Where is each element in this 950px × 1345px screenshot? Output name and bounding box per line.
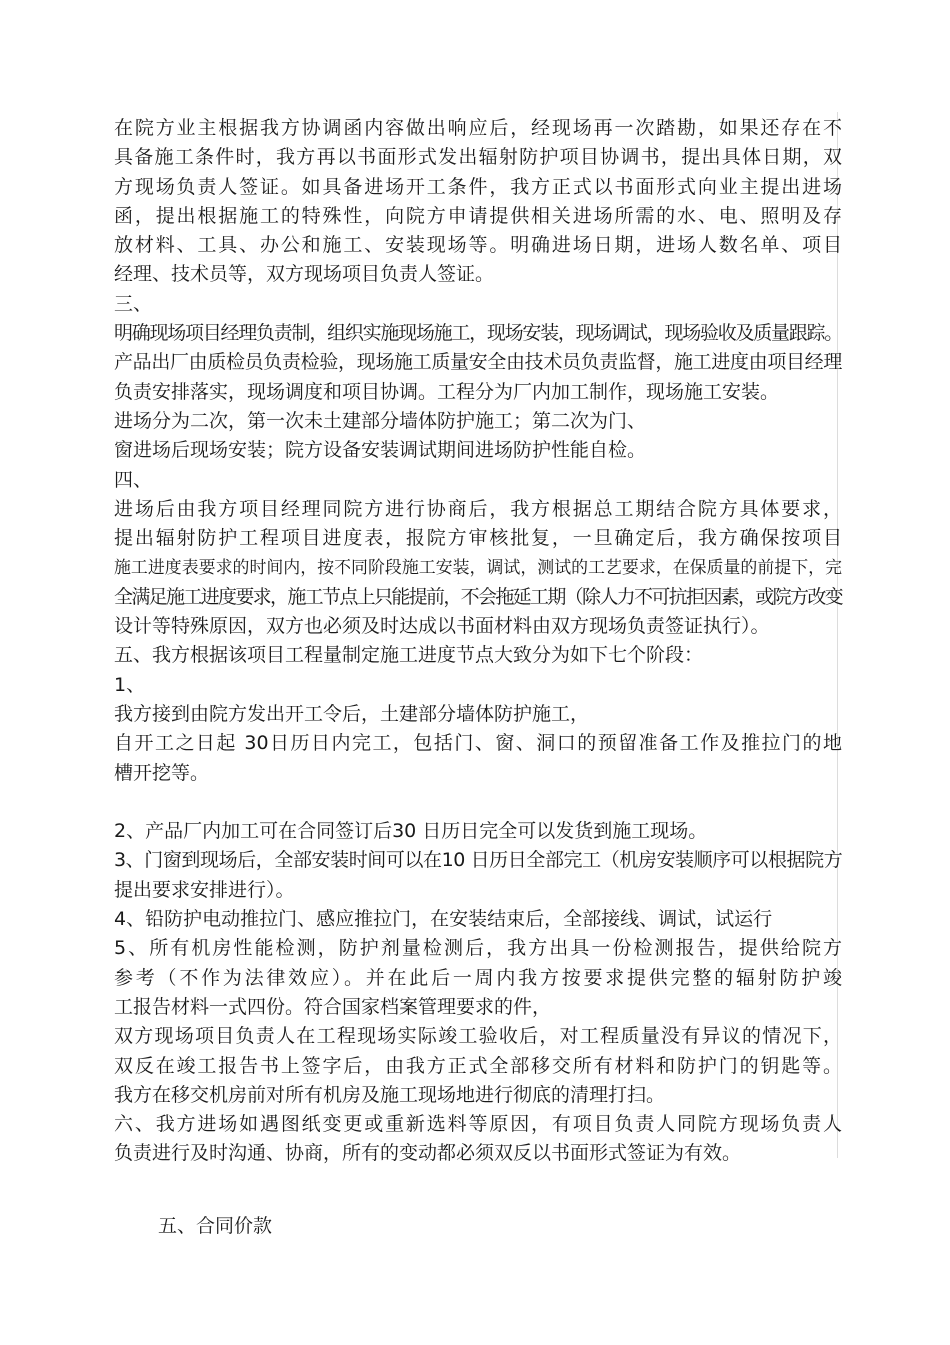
- text-line: 双方现场项目负责人在工程现场实际竣工验收后，对工程质量没有异议的情况下，: [114, 1025, 842, 1048]
- text-line: 自开工之日起 30日历日内完工，包括门、窗、洞口的预留准备工作及推拉门的地: [114, 732, 842, 755]
- text-line: 六、我方进场如遇图纸变更或重新选料等原因，有项目负责人同院方现场负责人: [114, 1113, 842, 1136]
- text-line: 施工进度表要求的时间内，按不同阶段施工安装，调试，测试的工艺要求，在保质量的前提下，完: [114, 557, 842, 578]
- text-line: 方现场负责人签证。如具备进场开工条件，我方正式以书面形式向业主提出进场: [114, 175, 842, 198]
- text-line: 5、所有机房性能检测，防护剂量检测后，我方出具一份检测报告，提供给院方: [114, 937, 842, 960]
- text-line: 双反在竣工报告书上签字后，由我方正式全部移交所有材料和防护门的钥匙等。: [114, 1054, 842, 1077]
- text-line: 在院方业主根据我方协调函内容做出响应后，经现场再一次踏勘，如果还存在不: [114, 117, 842, 139]
- section-heading-contract-price: 五、合同价款: [158, 1215, 273, 1237]
- text-line: 明确现场项目经理负责制，组织实施现场施工，现场安装，现场调试，现场验收及质量跟踪。: [114, 322, 843, 345]
- text-line: 参考（不作为法律效应）。并在此后一周内我方按要求提供完整的辐射防护竣: [114, 966, 842, 989]
- text-line: 五、我方根据该项目工程量制定施工进度节点大致分为如下七个阶段：: [114, 644, 704, 667]
- text-line: 工报告材料一式四份。符合国家档案管理要求的件，: [114, 995, 552, 1018]
- text-line: 1、: [114, 673, 146, 696]
- text-line: 4、铅防护电动推拉门、感应推拉门，在安装结束后，全部接线、调试，试运行: [114, 908, 773, 931]
- text-line: 我方在移交机房前对所有机房及施工现场地进行彻底的清理打扫。: [114, 1083, 666, 1106]
- text-line: 2、产品厂内加工可在合同签订后30 日历日完全可以发货到施工现场。: [114, 820, 708, 843]
- text-line: 经理、技术员等，双方现场项目负责人签证。: [114, 263, 495, 286]
- body-text: [114, 114, 842, 1169]
- text-line: 进场分为二次，第一次未土建部分墙体防护施工；第二次为门、: [114, 409, 647, 432]
- text-line: 我方接到由院方发出开工令后，土建部分墙体防护施工，: [114, 702, 590, 725]
- text-line: 设计等特殊原因，双方也必须及时达成以书面材料由双方现场负责签证执行）。: [114, 615, 770, 638]
- text-line: 具备施工条件时，我方再以书面形式发出辐射防护项目协调书，提出具体日期，双: [114, 146, 842, 169]
- text-line: 负责安排落实，现场调度和项目协调。工程分为厂内加工制作，现场施工安装。: [114, 380, 780, 403]
- text-line: 全满足施工进度要求，施工节点上只能提前，不会拖延工期（除人力不可抗拒因素，或院方改变: [114, 585, 843, 608]
- text-line: 进场后由我方项目经理同院方进行协商后，我方根据总工期结合院方具体要求，: [114, 497, 842, 520]
- text-line: 槽开挖等。: [114, 761, 210, 784]
- text-line: 提出辐射防护工程项目进度表，报院方审核批复，一旦确定后，我方确保按项目: [114, 527, 842, 550]
- text-line: 函，提出根据施工的特殊性，向院方申请提供相关进场所需的水、电、照明及存: [114, 204, 842, 227]
- text-line: 3、门窗到现场后，全部安装时间可以在10 日历日全部完工（机房安装顺序可以根据院方: [114, 849, 843, 872]
- text-line: 三、: [114, 292, 153, 315]
- blank-line: [114, 788, 842, 817]
- text-line: 放材料、工具、办公和施工、安装现场等。明确进场日期，进场人数名单、项目: [114, 234, 842, 257]
- text-line: 四、: [114, 468, 153, 491]
- text-line: 负责进行及时沟通、协商，所有的变动都必须双反以书面形式签证为有效。: [114, 1142, 742, 1165]
- text-line: 产品出厂由质检员负责检验，现场施工质量安全由技术员负责监督，施工进度由项目经理: [114, 351, 843, 374]
- text-line: 窗进场后现场安装；院方设备安装调试期间进场防护性能自检。: [114, 439, 647, 462]
- text-line: 提出要求安排进行）。: [114, 878, 295, 901]
